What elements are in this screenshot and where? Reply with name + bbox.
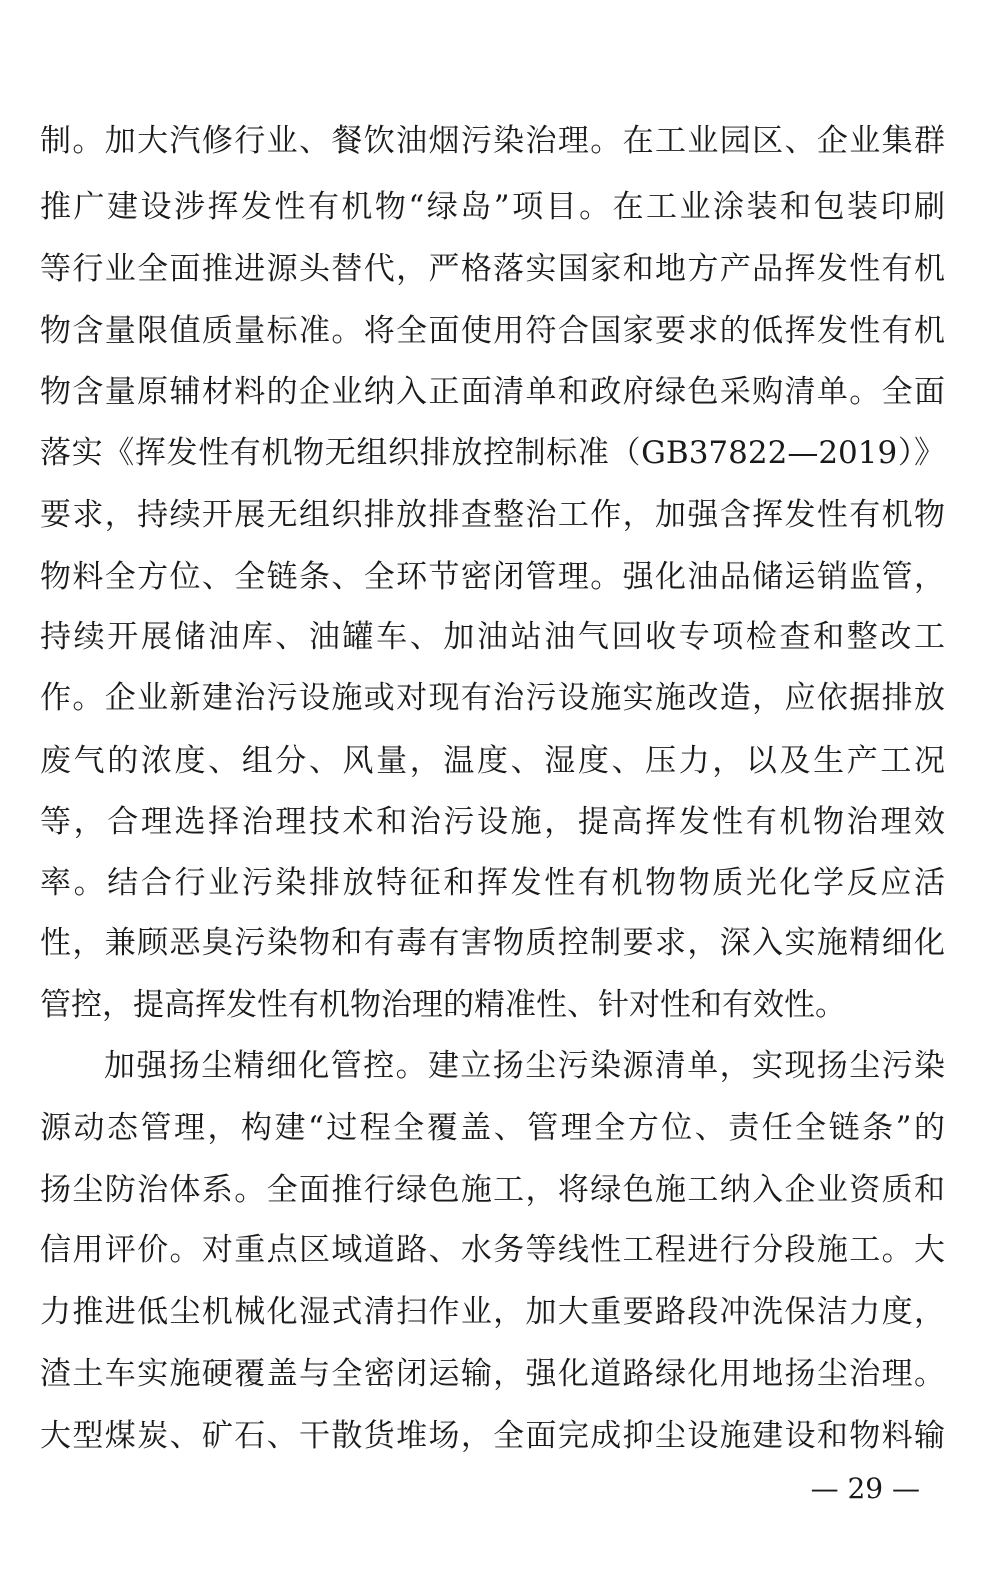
body-text-line: 性，兼顾恶臭污染物和有毒有害物质控制要求，深入实施精细化 [40,925,945,961]
body-text-line: 持续开展储油库、油罐车、加油站油气回收专项检查和整改工 [40,619,945,655]
page-number: — 29 — [810,1472,920,1505]
body-text-line: 制。加大汽修行业、餐饮油烟污染治理。在工业园区、企业集群 [40,123,945,159]
body-text-line: 等，合理选择治理技术和治污设施，提高挥发性有机物治理效 [40,804,945,840]
body-text-line: 信用评价。对重点区域道路、水务等线性工程进行分段施工。大 [40,1232,945,1268]
body-text-line: 推广建设涉挥发性有机物“绿岛”项目。在工业涂装和包装印刷 [40,189,945,225]
body-text-line: 等行业全面推进源头替代，严格落实国家和地方产品挥发性有机 [40,251,945,287]
body-text-line: 落实《挥发性有机物无组织排放控制标准（GB37822—2019）》 [40,435,945,471]
body-text-line: 扬尘防治体系。全面推行绿色施工，将绿色施工纳入企业资质和 [40,1172,945,1208]
body-text-line: 管控，提高挥发性有机物治理的精准性、针对性和有效性。 [40,987,846,1023]
body-text-line: 要求，持续开展无组织排放排查整治工作，加强含挥发性有机物 [40,497,945,533]
body-text-line: 渣土车实施硬覆盖与全密闭运输，强化道路绿化用地扬尘治理。 [40,1356,945,1392]
body-text-line: 废气的浓度、组分、风量，温度、湿度、压力，以及生产工况 [40,743,945,779]
body-text-line: 加强扬尘精细化管控。建立扬尘污染源清单，实现扬尘污染 [104,1048,945,1084]
body-text-line: 大型煤炭、矿石、干散货堆场，全面完成抑尘设施建设和物料输 [40,1418,945,1454]
body-text-line: 力推进低尘机械化湿式清扫作业，加大重要路段冲洗保洁力度， [40,1294,945,1330]
body-text-line: 率。结合行业污染排放特征和挥发性有机物物质光化学反应活 [40,865,945,901]
body-text-line: 物含量限值质量标准。将全面使用符合国家要求的低挥发性有机 [40,313,945,349]
body-text-line: 作。企业新建治污设施或对现有治污设施实施改造，应依据排放 [40,680,945,716]
body-text-line: 物料全方位、全链条、全环节密闭管理。强化油品储运销监管， [40,559,945,595]
body-text-line: 源动态管理，构建“过程全覆盖、管理全方位、责任全链条”的 [40,1110,945,1146]
body-text-line: 物含量原辅材料的企业纳入正面清单和政府绿色采购清单。全面 [40,374,945,410]
